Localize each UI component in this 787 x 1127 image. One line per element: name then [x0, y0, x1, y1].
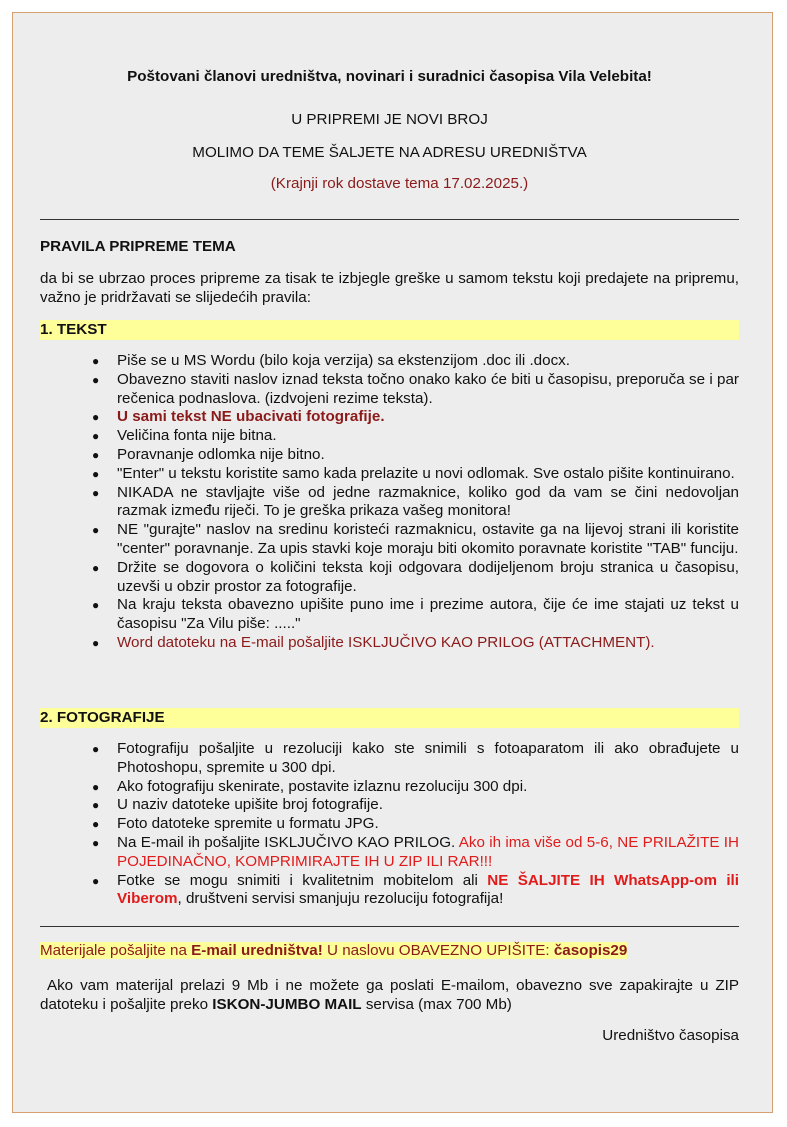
- list-item: ● NIKADA ne stavljajte više od jedne razmaknice, koliko god da vam se čini nedovoljan razmak između riječi. To je greška prikaza vašeg monitora!: [92, 483, 739, 520]
- bullet-icon: ●: [92, 779, 100, 794]
- bullet-icon: ●: [92, 742, 100, 756]
- bullet-icon: ●: [92, 410, 100, 425]
- list-item: ● U naziv datoteke upišite broj fotografije.: [92, 796, 383, 814]
- document-page: [12, 12, 773, 1113]
- divider-top: [40, 219, 739, 220]
- bullet-icon: ●: [92, 429, 100, 444]
- list-item: ● Ako fotografiju skenirate, postavite izlaznu rezoluciju 300 dpi.: [92, 777, 528, 795]
- bullet-icon: ●: [92, 523, 100, 538]
- bullet-icon: ●: [92, 447, 100, 462]
- list-item: ● Poravnanje odlomka nije bitno.: [92, 445, 325, 463]
- list-item: ● NE "gurajte" naslov na sredinu koristeći razmaknicu, ostavite ga na lijevoj strani ili koristite "center" poravnanje. Za upis stavki koje moraju biti okomito poravnate koristite "TAB" funciju.: [92, 521, 739, 557]
- list-item: ● "Enter" u tekstu koristite samo kada prelazite u novi odlomak. Sve ostalo pišite kontinuirano.: [92, 464, 735, 482]
- photo-rules-list: [40, 740, 739, 909]
- bullet-icon: ●: [92, 873, 100, 888]
- bullet-icon: ●: [92, 635, 100, 650]
- bullet-icon: ●: [92, 598, 100, 613]
- signature: Uredništvo časopisa: [602, 1027, 739, 1044]
- list-item: ● Držite se dogovora o količini teksta koji odgovara dodijeljenom broju stranica u časopisu, uzevši u obzir prostor za fotografije.: [92, 558, 739, 595]
- list-item: ● Fotografiju pošaljite u rezoluciji kako ste snimili s fotoaparatom ili ako obrađujete u Photoshopu, spremite u 300 dpi.: [92, 740, 739, 776]
- text-rules-list: [40, 352, 739, 653]
- list-item: ● Foto datoteke spremite u formatu JPG.: [92, 815, 379, 833]
- rules-intro: da bi se ubrzao proces pripreme za tisak te izbjegle greške u samom tekstu koji predajete na pripremu, važno je pridržavati se slijedećih pravila:: [40, 270, 739, 306]
- list-item: ● Na E-mail ih pošaljite ISKLJUČIVO KAO PRILOG. Ako ih ima više od 5-6, NE PRILAŽITE IH POJEDINAČNO, KOMPRIMIRAJTE IH U ZIP ILI RAR!!!: [92, 833, 739, 870]
- list-item: ● Veličina fonta nije bitna.: [92, 427, 277, 445]
- large-file-note: Ako vam materijal prelazi 9 Mb i ne možete ga poslati E-mailom, obavezno sve zapakirajte u ZIP datoteku i pošaljite preko ISKON-JUMBO MAIL servisa (max 700 Mb): [40, 977, 739, 1013]
- bullet-icon: ●: [92, 835, 100, 850]
- bullet-icon: ●: [92, 466, 100, 481]
- rules-title: PRAVILA PRIPREME TEMA: [40, 238, 236, 255]
- photo-section-heading: 2. FOTOGRAFIJE: [40, 708, 739, 728]
- list-item: ● Na kraju teksta obavezno upišite puno ime i prezime autora, čije će ime stajati uz tekst u časopisu "Za Vilu piše: .....": [92, 596, 739, 633]
- list-item: ● U sami tekst NE ubacivati fotografije.: [92, 408, 385, 426]
- announcement-line: U PRIPREMI JE NOVI BROJ: [291, 111, 488, 128]
- bullet-icon: ●: [92, 354, 100, 368]
- bullet-icon: ●: [92, 817, 100, 832]
- greeting: Poštovani članovi uredništva, novinari i suradnici časopisa Vila Velebita!: [127, 68, 652, 85]
- submission-instruction: Materijale pošaljite na E-mail uredništva! U naslovu OBAVEZNO UPIŠITE: časopis29: [40, 942, 628, 959]
- bullet-icon: ●: [92, 560, 100, 575]
- bullet-icon: ●: [92, 485, 100, 500]
- list-item: ● Word datoteku na E-mail pošaljite ISKLJUČIVO KAO PRILOG (ATTACHMENT).: [92, 633, 655, 651]
- divider-bottom: [40, 926, 739, 927]
- deadline-note: (Krajnji rok dostave tema 17.02.2025.): [270, 175, 529, 192]
- list-item: ● Obavezno staviti naslov iznad teksta točno onako kako će biti u časopisu, preporuča se i par rečenica podnaslova. (izdvojeni rezime teksta).: [92, 370, 739, 407]
- bullet-icon: ●: [92, 372, 100, 387]
- request-line: MOLIMO DA TEME ŠALJETE NA ADRESU UREDNIŠTVA: [192, 144, 587, 161]
- list-item: ● Fotke se mogu snimiti i kvalitetnim mobitelom ali NE ŠALJITE IH WhatsApp-om ili Viberom, društveni servisi smanjuju rezoluciju fotografija!: [92, 871, 739, 908]
- text-section-heading: 1. TEKST: [40, 320, 739, 340]
- list-item: ● Piše se u MS Wordu (bilo koja verzija) sa ekstenzijom .doc ili .docx.: [92, 352, 570, 369]
- bullet-icon: ●: [92, 798, 100, 813]
